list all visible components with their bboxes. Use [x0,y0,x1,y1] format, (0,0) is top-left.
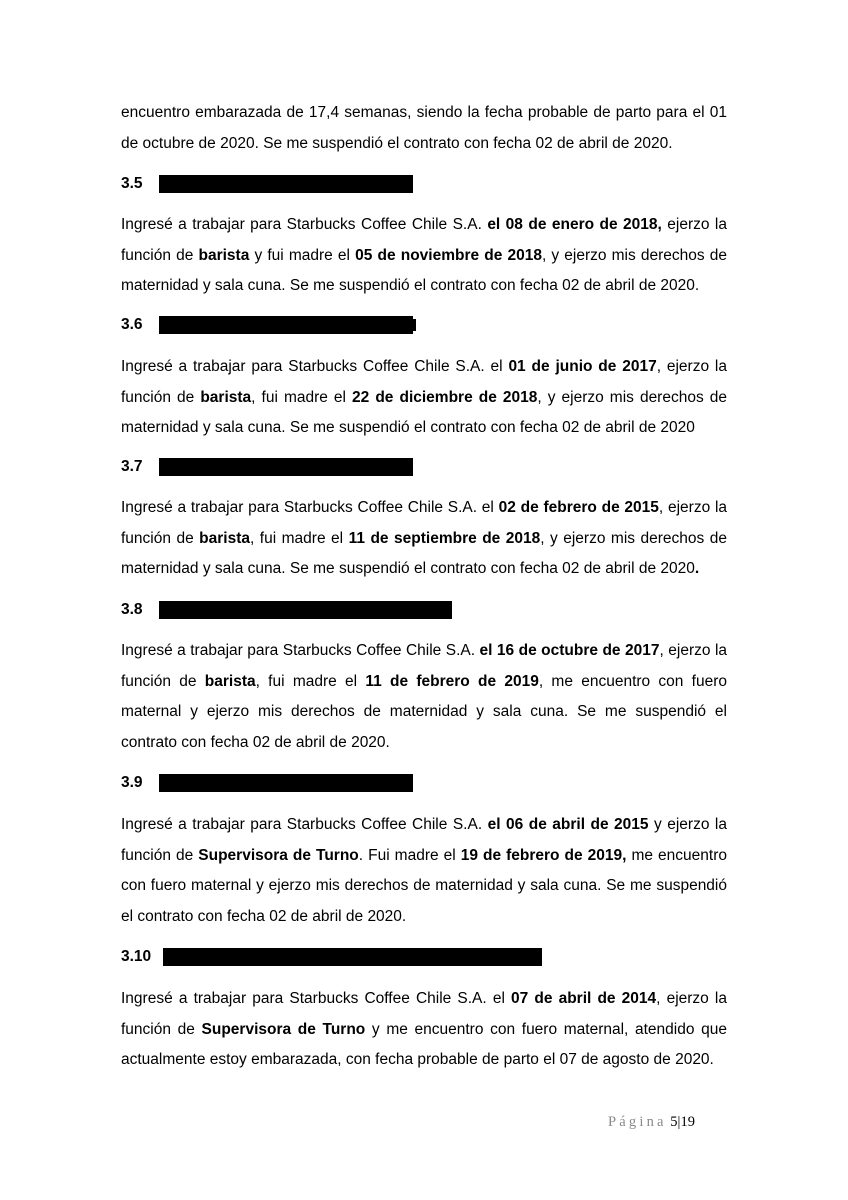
text-run: , ejerzo la función de [121,642,728,690]
bold-text-run: barista [199,529,251,547]
page-separator: | [677,1114,681,1130]
section-paragraph-3-9 [121,810,727,932]
bold-text-run: barista [198,246,250,264]
page-footer [608,1114,695,1131]
bold-text-run: 05 de noviembre de 2018 [355,246,542,264]
bold-text-run: el 08 de enero de 2018, [487,216,662,233]
section-number: 3.9 [121,774,143,791]
text-run: y me encuentro con fuero maternal, atendido que actualmente estoy embarazada, con fecha probable de parto el 07 de agosto de 2020. [121,1020,727,1069]
section-paragraph-3-5 [121,210,727,302]
text-run: Ingresé a trabajar para Starbucks Coffee Chile S.A. [121,816,488,833]
text-run: Ingresé a trabajar para Starbucks Coffee Chile S.A. [121,216,488,233]
redaction-remnant [413,319,416,331]
text-run: , y ejerzo mis derechos de maternidad y sala cuna. Se me suspendió el contrato con fecha 02 de abril de 2020. [121,246,728,295]
text-run: Ingresé a trabajar para Starbucks Coffee Chile S.A. [121,642,480,659]
redaction-bar [159,175,413,193]
bold-text-run: Supervisora de Turno [198,846,359,864]
text-run: , fui madre el [255,672,366,690]
section-paragraph-3-8 [121,636,727,758]
text-run: Ingresé a trabajar para Starbucks Coffee Chile S.A. el [121,358,509,375]
text-run: , y ejerzo mis derechos de maternidad y sala cuna. Se me suspendió el contrato con fecha 02 de abril de 2020 [121,388,727,437]
text-run: y fui madre el [249,246,356,264]
text-run: , ejerzo la función de [121,358,727,406]
section-paragraph-3-6 [121,352,727,444]
redaction-bar [163,948,542,966]
text-run: Ingresé a trabajar para Starbucks Coffee Chile S.A. el [121,990,512,1007]
bold-text-run: el 06 de abril de 2015 [487,816,649,833]
intro-paragraph [121,98,727,159]
bold-text-run: . [694,560,700,578]
text-run: , y ejerzo mis derechos de maternidad y sala cuna. Se me suspendió el contrato con fecha 02 de abril de 2020 [121,529,727,578]
text-run: , fui madre el [250,529,349,547]
text-run: . Fui madre el [358,846,461,864]
section-paragraph-3-7 [121,493,727,585]
redaction-bar [159,601,452,619]
redaction-bar [159,774,413,792]
text-run: ejerzo la función de [121,216,727,264]
bold-text-run: 22 de diciembre de 2018 [352,388,538,406]
text-run: , fui madre el [251,388,353,406]
section-number: 3.7 [121,458,143,475]
section-number: 3.5 [121,175,143,192]
section-number: 3.6 [121,316,143,333]
bold-text-run: barista [204,672,256,690]
text-run: , me encuentro con fuero maternal y ejerzo mis derechos de maternidad y sala cuna. Se me suspendió el contrato con fecha 02 de abril de 2020. [121,672,728,751]
bold-text-run: 11 de septiembre de 2018 [348,529,541,547]
page-label: Página [608,1114,667,1130]
text-run: , ejerzo la función de [121,499,728,547]
text-run: me encuentro con fuero maternal y ejerzo mis derechos de maternidad y sala cuna. Se me suspendió el contrato con fecha 02 de abril de 2020. [121,846,727,925]
text-run: , ejerzo la función de [121,990,727,1038]
bold-text-run: el 16 de octubre de 2017 [479,642,660,659]
section-number: 3.8 [121,601,143,618]
redaction-bar [159,316,413,334]
bold-text-run: 01 de junio de 2017 [508,358,657,375]
section-number: 3.10 [121,948,152,965]
bold-text-run: 07 de abril de 2014 [511,990,657,1007]
bold-text-run: barista [200,388,252,406]
bold-text-run: Supervisora de Turno [201,1020,366,1038]
section-paragraph-3-10 [121,984,727,1076]
redaction-bar [159,458,413,476]
text-run: Ingresé a trabajar para Starbucks Coffee Chile S.A. el [121,499,499,516]
bold-text-run: 19 de febrero de 2019, [460,846,627,864]
text-run: encuentro embarazada de 17,4 semanas, siendo la fecha probable de parto para el 01 de octubre de 2020. Se me suspendió el contrato con fecha 02 de abril de 2020. [121,104,727,152]
bold-text-run: 11 de febrero de 2019 [365,672,539,690]
page-number: 5 [670,1114,678,1130]
text-run: y ejerzo la función de [121,816,728,864]
page-total: 19 [680,1114,695,1130]
bold-text-run: 02 de febrero de 2015 [498,499,659,516]
